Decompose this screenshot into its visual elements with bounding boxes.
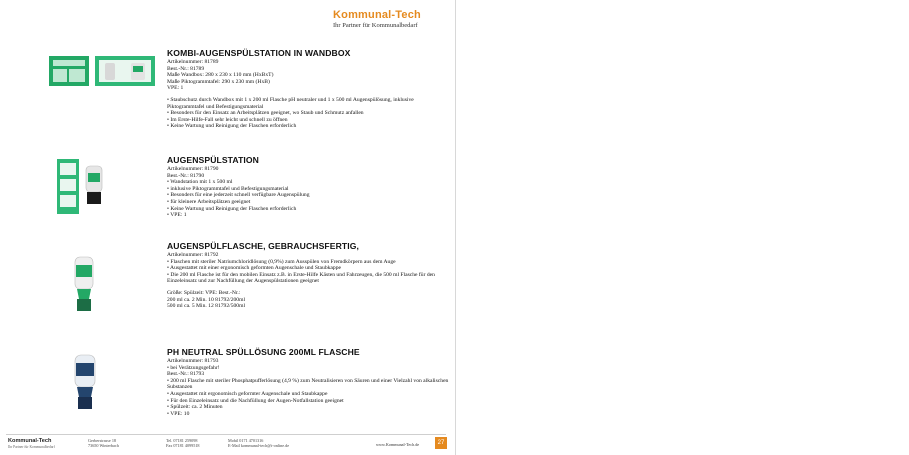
product-bullets: • Flaschen mit steriler Natriumchloridlösung (0,9%) zum Ausspülen von Fremdkörpern aus dem Auge • Ausgestattet mit einer ergonomisch geformten Augenschale und Staubkappe • Die 200 ml Flasche ist für den mobilen Einsatz z.B. in Erste-Hilfe Kästen und Fahrzeugen, die 500 ml Flasche für den Einzeleinsatz und zur Nachfüllung der Augenspülstationen geeignet	[167, 258, 435, 285]
product-title: AUGENSPÜLSTATION	[167, 155, 259, 165]
brand-header	[333, 9, 447, 29]
brand-tagline: Ihr Partner für Kommunalbedarf	[333, 22, 418, 29]
augenspuelstation-image	[56, 158, 106, 215]
product-bullets: • 200 ml Flasche mit steriler Phosphatpufferlösung (4,9 %) zum Neutralisieren von Säuren und einer Vielzahl von alkalischen Substanzen • Ausgestattet mit ergonomisch geformter Augenschale und Staubkappe • Für den Einzeleinsatz und die Nachfüllung der Augen-Notfallstation geeignet • Spülzeit: ca. 2 Minuten • VPE: 10	[167, 377, 449, 417]
product-title: AUGENSPÜLFLASCHE, GEBRAUCHSFERTIG,	[167, 241, 359, 251]
product-title: PH NEUTRAL SPÜLLÖSUNG 200ML FLASCHE	[167, 347, 360, 357]
product-meta: Artikelnummer: 81789 Best.-Nr.: 81789 Maße Wandbox: 280 x 230 x 110 mm (HxBxT) Maße Piktogrammtafel: 290 x 230 mm (HxB) VPE: 1	[167, 59, 274, 92]
wandbox-station-image	[47, 54, 157, 88]
size-table: Größe: Spülzeit: VPE: Best.-Nr.: 200 ml ca. 2 Min. 10 81792/200ml 500 ml ca. 5 Min. 12 81792/500ml	[167, 289, 245, 310]
footer-mobile-email: Mobil 0171 4701316 E-Mail kommunal-tech@t-online.de	[228, 438, 290, 448]
footer-brand: Kommunal-Tech	[8, 438, 52, 444]
page-footer	[6, 434, 446, 451]
page-number: 27	[435, 437, 447, 449]
footer-website-link[interactable]: www.Kommunal-Tech.de	[376, 442, 420, 447]
footer-address: Gerberstrasse 18 73650 Winterbach	[88, 438, 119, 448]
product-meta: Artikelnummer: 81793 • bei Verätzungsgefahr! Best.-Nr.: 81793	[167, 358, 220, 378]
product-section-ph-neutral	[167, 347, 449, 417]
blank-facing-page	[456, 0, 909, 455]
product-bullets: • Wandstation mit 1 x 500 ml • inklusive Piktogrammtafel und Befestigungsmaterial • Besonders für eine jederzeit schnell verfügbare Augenspülung • für kleinere Arbeitsplätzen geeignet • Keine Wartung und Reinigung der Flaschen erforderlich • VPE: 1	[167, 179, 310, 219]
footer-phone: Tel. 07181 259098 Fax 07181 4099518	[166, 438, 200, 448]
product-bullets: • Staubschutz durch Wandbox mit 1 x 200 ml Flasche pH neutraler und 1 x 500 ml Augenspülösung, inklusive Piktogrammtafel und Befestigungsmaterial • Besonders für den Einsatz an Arbeitsplätzen geeignet, wo Staub und Schmutz anfallen • Im Erste-Hilfe-Fall sehr leicht und schnell zu öffnen • Keine Wartung und Reinigung der Flaschen erforderlich	[167, 96, 414, 130]
product-meta: Artikelnummer: 81792	[167, 252, 219, 258]
augenspuelflasche-image	[72, 255, 96, 312]
product-section-augenspuelflasche	[167, 241, 449, 310]
brand-logo-text: Kommunal-Tech	[333, 9, 421, 21]
footer-tagline: Ihr Partner für Kommunalbedarf	[8, 445, 55, 449]
product-section-augenspuelstation	[167, 155, 449, 219]
product-meta: Artikelnummer: 81790 Best.-Nr.: 81790	[167, 166, 219, 179]
product-title: KOMBI-AUGENSPÜLSTATION IN WANDBOX	[167, 48, 351, 58]
product-section-kombi	[167, 48, 449, 130]
ph-neutral-flasche-image	[72, 353, 98, 411]
